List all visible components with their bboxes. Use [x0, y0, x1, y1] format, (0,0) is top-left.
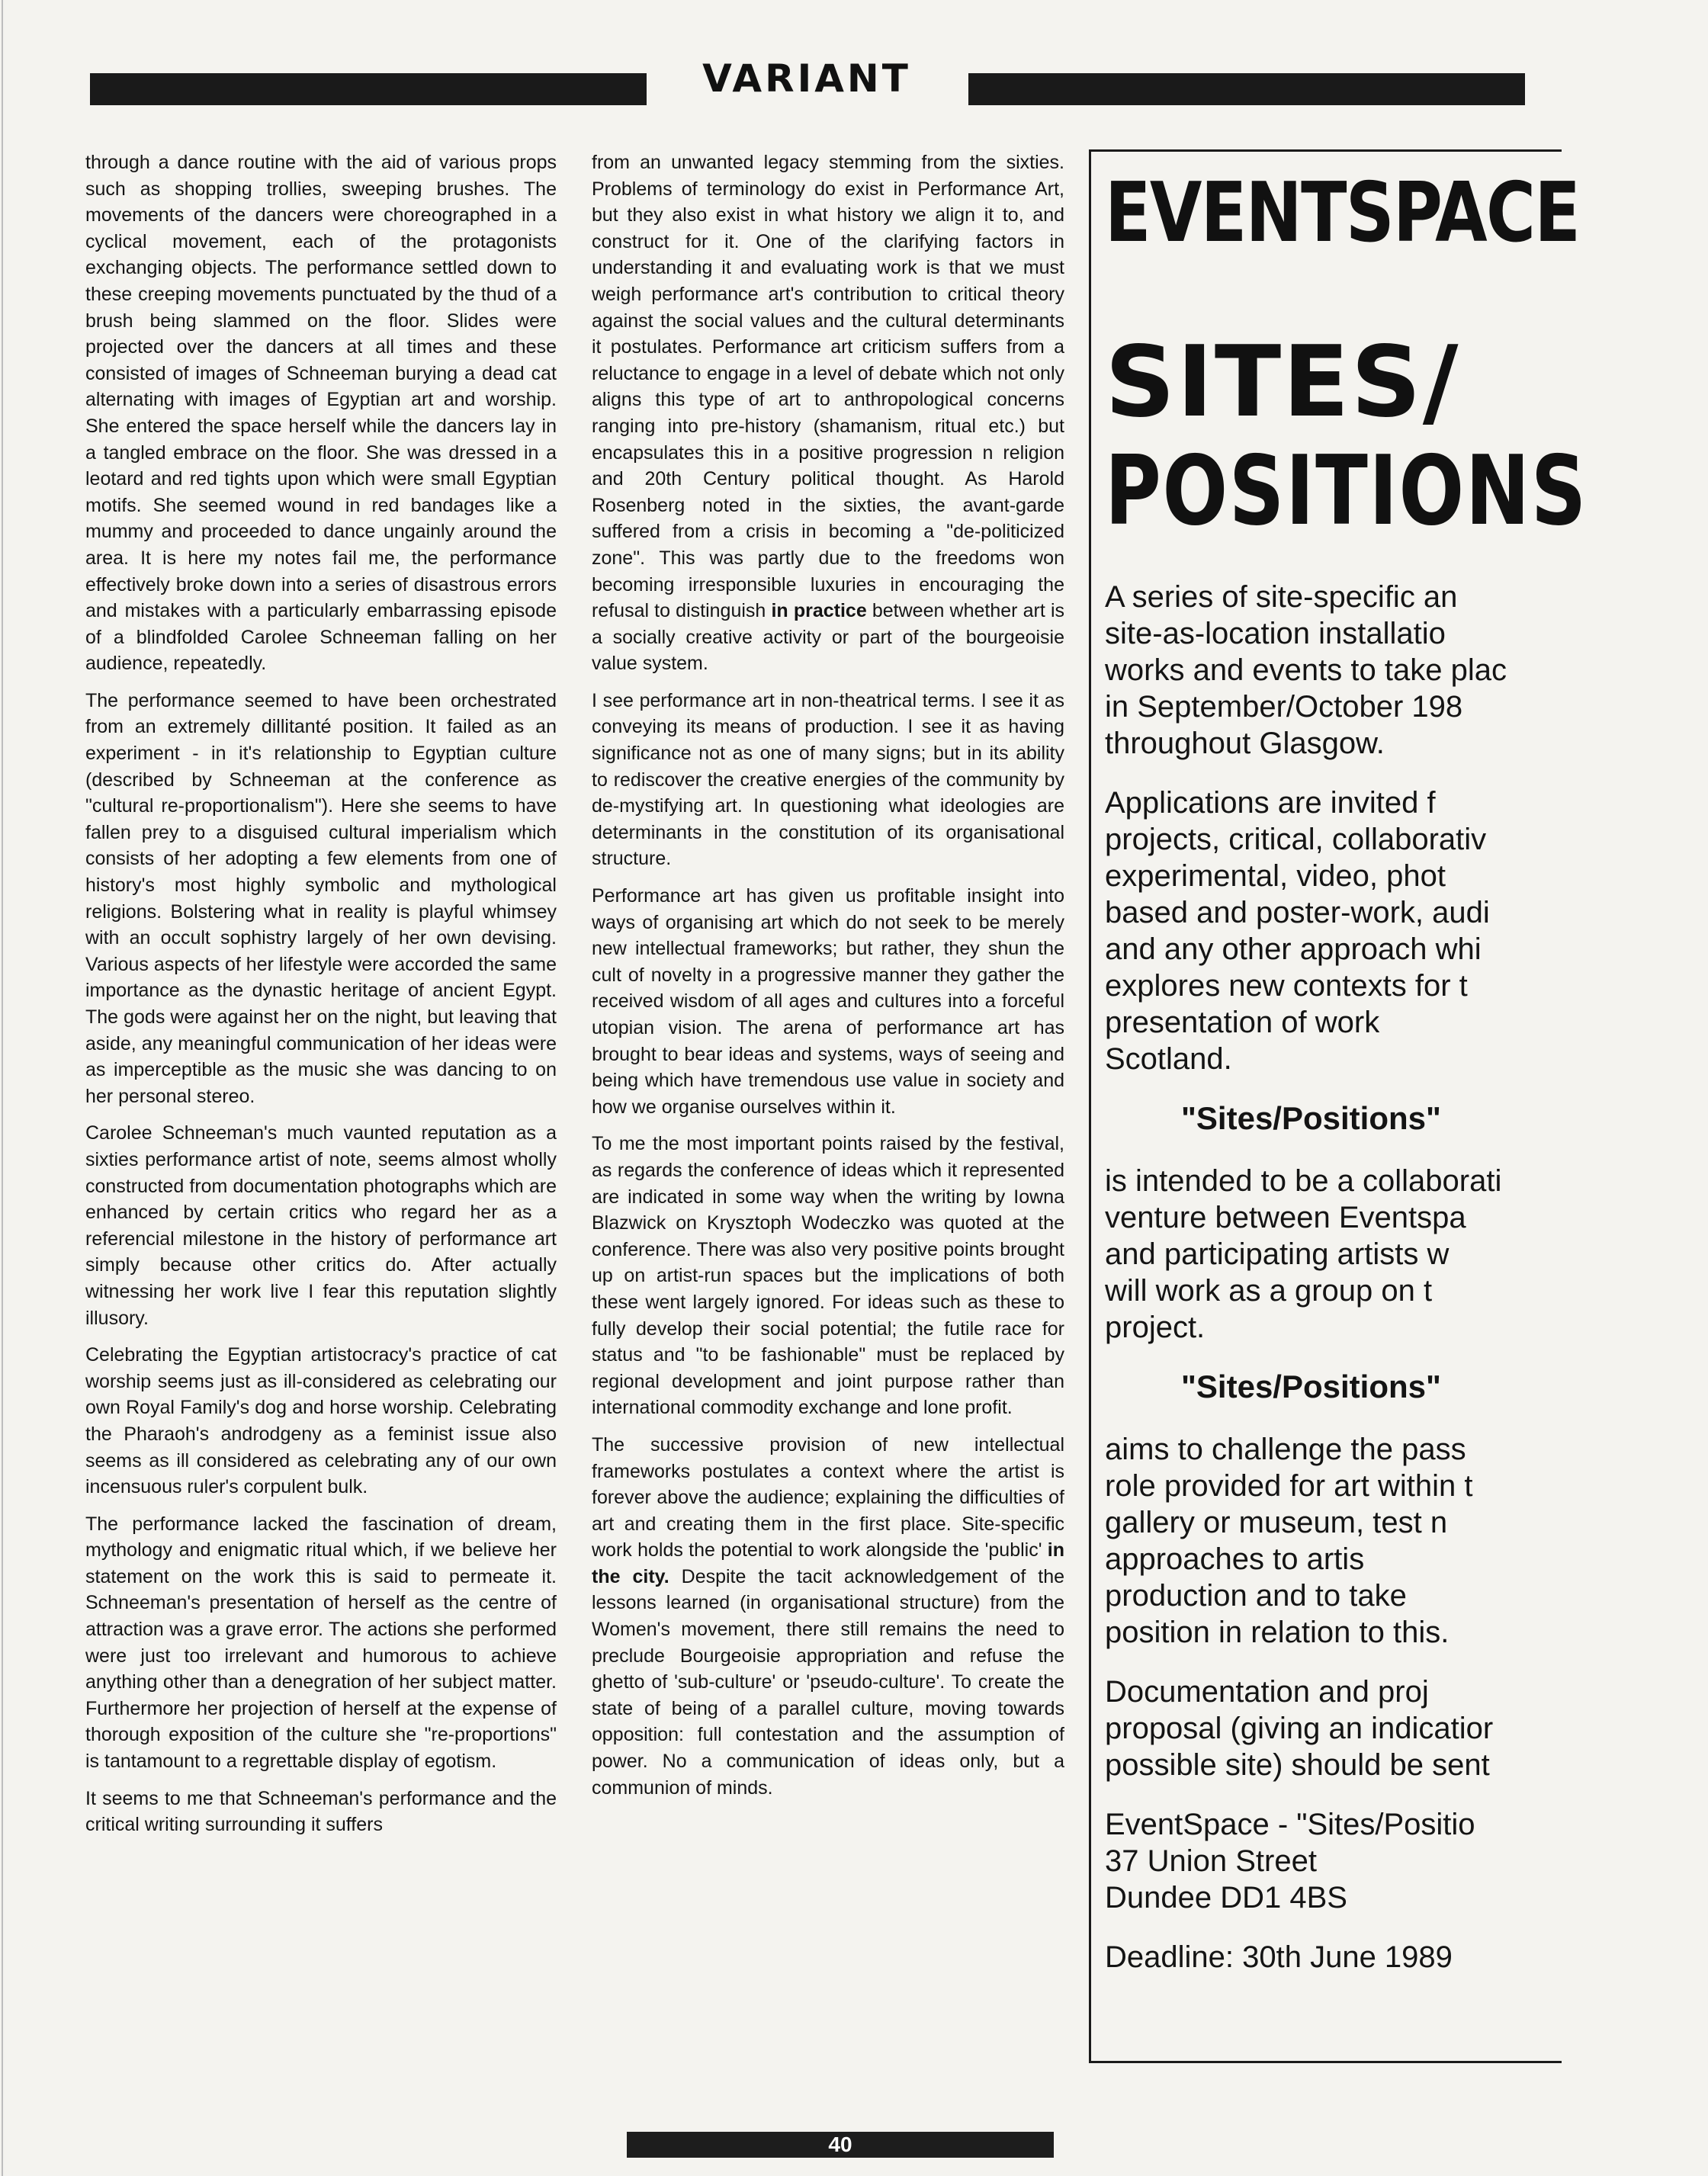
paragraph: through a dance routine with the aid of various props such as shopping trollies, sweeping brushes. The movements of the dancers were choreographed in a cyclical movement, each of the protagonists exchanging objects. The performance settled down to these creeping movements punctuated by the thud of a brush being slammed on the floor. Slides were projected over the dancers at all times and these consisted of images of Schneeman burying a dead cat alternating with images of Egyptian art and worship. She entered the space herself while the dancers lay in a tangled embrace on the floor. She was dressed in a leotard and red tights upon which were small Egyptian motifs. She seemed wound in red bandages like a mummy and proceeded to dance ungainly around the area. It is here my notes fail me, the performance effectively broke down into a series of disastrous errors and mistakes with a particularly embarrassing episode of a blindfolded Carolee Schneeman falling on her audience, repeatedly.	[85, 152, 557, 675]
header-bar-left	[90, 73, 647, 105]
advert-collaboration: is intended to be a collaborati venture between Eventspa and participating artists w will work as a group on t project.	[1105, 1164, 1502, 1344]
emphasis: in the city.	[592, 1539, 1064, 1587]
article-column-2	[592, 149, 1064, 1812]
emphasis: in practice	[771, 600, 867, 622]
advert-heading: "Sites/Positions"	[1181, 1100, 1441, 1136]
paragraph: It seems to me that Schneeman's performance and the critical writing surrounding it suffers	[85, 1787, 557, 1836]
paragraph: I see performance art in non-theatrical terms. I see it as conveying its means of production. I see it as having significance not as one of many signs; but in its ability to rediscover the creative energies of the community by de-mystifying art. In questioning what ideologies are determinants in the constitution of its organisational structure.	[592, 689, 1064, 870]
paragraph: Carolee Schneeman's much vaunted reputation as a sixties performance artist of note, seems almost wholly constructed from documentation photographs which are enhanced by certain critics who regard her as a referencial milestone in the history of performance art simply because other critics do. After actually witnessing her work live I fear this reputation slightly illusory.	[85, 1122, 557, 1329]
paragraph: To me the most important points raised by the festival, as regards the conference of ideas which it represented are indicated in some way when the writing by Iowna Blazwick on Krysztoph Wodeczko was quoted at the conference. There was also very positive points brought up on artist-run spaces but the implications of both these went largely ignored. For ideas such as these to fully develop their social potential; the futile race for status and "to be fashionable" must be replaced by regional development and joint purpose rather than international commodity exchange and lone profit.	[592, 1133, 1064, 1419]
article-column-1	[85, 149, 557, 1849]
paragraph: from an unwanted legacy stemming from the sixties. Problems of terminology do exist in Performance Art, but they also exist in what history we align it to, and construct for it. One of the clarifying factors in understanding it and evaluating work is that we must weigh performance art's contribution to critical theory against the social values and the cultural determinants it postulates. Performance art criticism suffers from a reluctance to engage in a level of debate which not only aligns this type of art to anthropological concerns ranging into pre-history (shamanism, ritual etc.) but encapsulates this in a positive progression n religion and 20th Century political thought. As Harold Rosenberg noted in the sixties, the avant-garde suffered from a crisis in becoming a "de-politicized zone". This was partly due to the freedoms won becoming irresponsible luxuries in encouraging the refusal to distinguish in practice between whether art is a socially creative activity or part of the bourgeoisie value system.	[592, 152, 1064, 675]
footer-bar	[627, 2132, 1054, 2158]
eventspace-advert	[1089, 149, 1588, 2063]
advert-applications: Applications are invited f projects, critical, collaborativ experimental, video, phot based and poster-work, audi and any other approach whi explores new contexts for t presentation of work Scotland.	[1105, 786, 1490, 1076]
paragraph: Celebrating the Egyptian artistocracy's practice of cat worship seems just as ill-considered as celebrating our own Royal Family's dog and horse worship. Celebrating the Pharaoh's androdgeny as a feminist issue also seems as ill considered as celebrating any of our own incensuous ruler's corpulent bulk.	[85, 1344, 557, 1498]
advert-heading: "Sites/Positions"	[1181, 1369, 1441, 1404]
page-header	[90, 53, 1525, 108]
advert-title: EVENTSPACE	[1105, 165, 1580, 261]
paragraph: The successive provision of new intellectual frameworks postulates a context where the artist is forever above the audience; explaining the difficulties of art and creating them in the first place. Site-specific work holds the potential to work alongside the 'public' in the city. Despite the tacit acknowledgement of the lessons learned (in organisational structure) from the Women's movement, there still remains the need to preclude Bourgeoisie appropriation and refuse the ghetto of 'sub-culture' or 'pseudo-culture'. To create the state of being of a parallel culture, moving towards opposition: full contestation and the assumption of power. No a communication of ideas only, but a communion of minds.	[592, 1433, 1065, 1799]
paragraph: The performance lacked the fascination of dream, mythology and enigmatic ritual which, if we believe her statement on the work this is said to permeate it. Schneeman's presentation of herself as the centre of attraction was a grave error. The actions she performed were just too irrelevant and humorous to achieve anything other than a denegration of her subject matter. Furthermore her projection of herself at the expense of thorough exposition of the culture she "re-proportions" is tantamount to a regrettable display of egotism.	[85, 1513, 557, 1773]
paragraph: The performance seemed to have been orchestrated from an extremely dillitanté position. It failed as an experiment - in it's relationship to Egyptian culture (described by Schneeman at the conference as "cultural re-proportionalism"). Here she seems to have fallen prey to a disguised cultural imperialism which consists of her adopting a few elements from one of history's most highly symbolic and mythological religions. Bolstering what in reality is playful whimsey with an occult sophistry largely of her own devising. Various aspects of her lifestyle were accorded the same importance as the dynastic heritage of ancient Egypt. The gods were against her on the night, but leaving that aside, any meaningful communication of her ideas were as imperceptible as the music she was dancing to on her personal stereo.	[85, 689, 557, 1107]
advert-subtitle: SITES/ POSITIONS	[1105, 326, 1588, 547]
paragraph: Performance art has given us profitable insight into ways of organising art which do not seek to be merely new intellectual frameworks; but rather, they shun the cult of novelty in a progressive manner they gather the received wisdom of all ages and cultures into a forceful utopian vision. The arena of performance art has brought to bear ideas and systems, ways of seeing and being which have tremendous use value in society and how we organise ourselves within it.	[592, 885, 1064, 1118]
advert-address: EventSpace - "Sites/Positio 37 Union Street Dundee DD1 4BS	[1105, 1808, 1475, 1914]
advert-deadline: Deadline: 30th June 1989	[1105, 1940, 1453, 1974]
advert-documentation: Documentation and proj proposal (giving an indicatior possible site) should be sent	[1105, 1675, 1494, 1782]
page-edge-rule	[2, 0, 3, 2176]
advert-aims: aims to challenge the pass role provided for art within t gallery or museum, test n approaches to artis production and to take position in relation to this.	[1105, 1433, 1473, 1649]
masthead-title: VARIANT	[702, 56, 911, 101]
page-number: 40	[828, 2133, 852, 2156]
header-bar-right	[968, 73, 1525, 105]
advert-intro: A series of site-specific an site-as-location installatio works and events to take plac in September/October 198 throughout Glasgow.	[1105, 580, 1507, 760]
advert-body	[1105, 579, 1578, 1998]
